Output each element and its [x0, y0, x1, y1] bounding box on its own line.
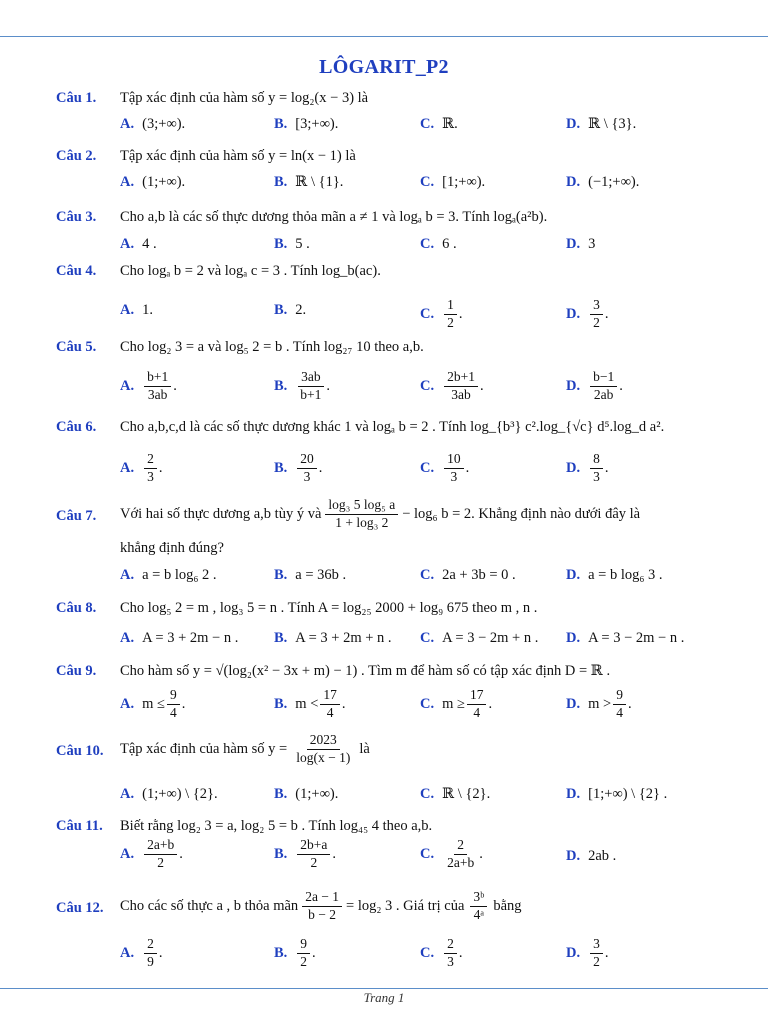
option-a[interactable]: A. 4 . [120, 236, 157, 252]
fraction: $\frac{1}{2}$ [444, 298, 457, 331]
question-number: Câu 1. [56, 90, 97, 106]
option-d[interactable]: D. a = b log₆ 3 . [566, 567, 663, 583]
fraction: $\frac{10}{3}$ [444, 452, 464, 485]
question-number: Câu 10. [56, 743, 104, 759]
question-9-options [0, 688, 768, 728]
question-stem: Cho a,b,c,d là các số thực dương khác 1 và logₐ b = 2 . Tính log_{b³} c².log_{√c} d⁵.log_d a². [120, 419, 665, 435]
option-c[interactable]: C. m ≥ $\frac{17}{4}$ . [420, 687, 493, 720]
question-7-options [0, 567, 768, 589]
fraction: $\frac{9}{4}$ [167, 688, 180, 721]
question-number: Câu 5. [56, 339, 97, 355]
fraction: $\frac{8}{3}$ [590, 452, 603, 485]
question-4-options [0, 298, 768, 328]
fraction: $\frac{3}{2}$ [590, 298, 603, 331]
fraction: $\frac{2023}{\log(x - 1)}$ [296, 732, 351, 765]
fraction: $\frac{2}{9}$ [144, 937, 157, 970]
fraction: $\frac{17}{4}$ [320, 688, 340, 721]
option-b[interactable]: B. $\frac{3ab}{b+1}$ . [274, 369, 331, 402]
option-b[interactable]: B. $\frac{9}{2}$ . [274, 936, 316, 969]
option-c[interactable]: C. 2a + 3b = 0 . [420, 567, 516, 583]
page-footer: Trang 1 [363, 990, 405, 1005]
question-stem: Với hai số thực dương a,b tùy ý và $\frac{\text{log₃ 5 log₅ a}}{\text{1 + log₃ 2}}$ − log₆ b = 2. Khẳng định nào dưới đây là [120, 497, 641, 530]
fraction: $\frac{b-1}{2ab}$ [590, 370, 617, 403]
question-9 [0, 663, 768, 685]
option-d[interactable]: D. A = 3 − 2m − n . [566, 630, 685, 646]
question-12-options [0, 937, 768, 977]
question-number: Câu 9. [56, 663, 97, 679]
option-a[interactable]: A. $\frac{2}{9}$ . [120, 936, 163, 969]
option-d[interactable]: D. $\frac{3}{2}$ . [566, 297, 609, 330]
option-d[interactable]: D. [1;+∞) \ {2} . [566, 786, 668, 802]
question-number: Câu 12. [56, 900, 104, 916]
fraction: $\frac{17}{4}$ [467, 688, 487, 721]
question-8 [0, 600, 768, 622]
option-b[interactable]: B. $\frac{20}{3}$ . [274, 451, 323, 484]
fraction: $\frac{3ab}{b+1}$ [297, 370, 324, 403]
question-3 [0, 209, 768, 231]
option-c[interactable]: C. $\frac{2b+1}{3ab}$ . [420, 369, 484, 402]
question-5-options [0, 370, 768, 410]
option-d[interactable]: D. 3 [566, 236, 596, 252]
question-number: Câu 2. [56, 148, 97, 164]
question-5 [0, 339, 768, 361]
fraction: $\frac{\text{log₃ 5 log₅ a}}{\text{1 + log₃ 2}}$ [325, 498, 398, 531]
fraction: $\frac{9}{2}$ [297, 937, 310, 970]
option-a[interactable]: A. A = 3 + 2m − n . [120, 630, 239, 646]
option-b[interactable]: B. m < $\frac{17}{4}$ . [274, 687, 346, 720]
page-title: LÔGARIT_P2 [319, 56, 449, 78]
question-11-options [0, 838, 768, 878]
question-number: Câu 11. [56, 818, 103, 834]
option-a[interactable]: A. $\frac{2}{3}$ . [120, 451, 163, 484]
option-b[interactable]: B. (1;+∞). [274, 786, 339, 802]
question-stem: Cho các số thực a , b thỏa mãn $\frac{2a - 1}{b - 2}$ = log₂ 3 . Giá trị của $\frac{\text{3ᵇ}}{\text{4ᵃ}}$ bằng [120, 889, 522, 922]
option-b[interactable]: B. 5 . [274, 236, 310, 252]
fraction: $\frac{2b+1}{3ab}$ [444, 370, 478, 403]
question-stem: Tập xác định của hàm số y = ln(x − 1) là [120, 148, 356, 164]
option-d[interactable]: D. $\frac{b-1}{2ab}$ . [566, 369, 623, 402]
option-d[interactable]: D. ℝ \ {3}. [566, 116, 637, 132]
question-10-options [0, 786, 768, 808]
fraction: $\frac{2a - 1}{b - 2}$ [302, 890, 342, 923]
option-d[interactable]: D. $\frac{8}{3}$ . [566, 451, 609, 484]
option-b[interactable]: B. A = 3 + 2m + n . [274, 630, 392, 646]
question-stem: Tập xác định của hàm số y = $\frac{2023}{\log(x - 1)}$ là [120, 732, 370, 765]
option-a[interactable]: A. (1;+∞) \ {2}. [120, 786, 218, 802]
header-rule [0, 36, 768, 37]
option-a[interactable]: A. (1;+∞). [120, 174, 186, 190]
question-7 [0, 498, 768, 538]
question-6-options [0, 452, 768, 492]
question-stem: Cho hàm số y = √(log₂(x² − 3x + m) − 1) . Tìm m để hàm số có tập xác định D = ℝ . [120, 663, 611, 679]
question-3-options [0, 236, 768, 258]
option-c[interactable]: C. $\frac{2}{2a+b}$ . [420, 837, 483, 870]
question-12 [0, 890, 768, 930]
question-stem: Cho a,b là các số thực dương thỏa mãn a ≠ 1 và logₐ b = 3. Tính logₐ(a²b). [120, 209, 548, 225]
option-c[interactable]: C. 6 . [420, 236, 457, 252]
question-number: Câu 3. [56, 209, 97, 225]
question-1 [0, 90, 768, 112]
question-4 [0, 263, 768, 285]
fraction: $\frac{3}{2}$ [590, 937, 603, 970]
option-c[interactable]: C. A = 3 − 2m + n . [420, 630, 539, 646]
option-c[interactable]: C. $\frac{2}{3}$ . [420, 936, 463, 969]
fraction: $\frac{\text{3ᵇ}}{\text{4ᵃ}}$ [470, 890, 487, 923]
question-number: Câu 6. [56, 419, 97, 435]
fraction: $\frac{2b+a}{2}$ [297, 838, 330, 871]
option-b[interactable]: B. a = 36b . [274, 567, 347, 583]
option-d[interactable]: D. $\frac{3}{2}$ . [566, 936, 609, 969]
question-stem: Cho log₅ 2 = m , log₃ 5 = n . Tính A = log₂₅ 2000 + log₉ 675 theo m , n . [120, 600, 538, 616]
option-c[interactable]: C. $\frac{10}{3}$ . [420, 451, 470, 484]
question-1-options [0, 116, 768, 138]
option-a[interactable]: A. m ≤ $\frac{9}{4}$ . [120, 687, 186, 720]
question-10 [0, 733, 768, 773]
option-b[interactable]: B. 2. [274, 302, 307, 318]
question-number: Câu 8. [56, 600, 97, 616]
option-a[interactable]: A. $\frac{b+1}{3ab}$ . [120, 369, 177, 402]
question-number: Câu 7. [56, 508, 97, 524]
question-11 [0, 818, 768, 840]
option-a[interactable]: A. $\frac{2a+b}{2}$ . [120, 837, 183, 870]
option-c[interactable]: C. ℝ \ {2}. [420, 786, 491, 802]
option-d[interactable]: D. m > $\frac{9}{4}$ . [566, 687, 632, 720]
question-stem: Biết rằng log₂ 3 = a, log₂ 5 = b . Tính log₄₅ 4 theo a,b. [120, 818, 433, 834]
option-d[interactable]: D. (−1;+∞). [566, 174, 640, 190]
question-stem: Cho logₐ b = 2 và logₐ c = 3 . Tính log_b(ac). [120, 263, 381, 279]
question-6 [0, 419, 768, 441]
option-c[interactable]: C. [1;+∞). [420, 174, 486, 190]
option-a[interactable]: A. (3;+∞). [120, 116, 186, 132]
question-stem-continued: khẳng định đúng? [120, 540, 224, 556]
option-c[interactable]: C. ℝ. [420, 116, 458, 132]
question-stem: Tập xác định của hàm số y = log₂(x − 3) là [120, 90, 369, 106]
question-2 [0, 148, 768, 170]
fraction: $\frac{2}{2a+b}$ [447, 837, 475, 870]
fraction: $\frac{20}{3}$ [297, 452, 317, 485]
question-2-options [0, 174, 768, 196]
fraction: $\frac{b+1}{3ab}$ [144, 370, 171, 403]
option-d[interactable]: D. 2ab . [566, 848, 617, 864]
question-stem: Cho log₂ 3 = a và log₅ 2 = b . Tính log₂₇ 10 theo a,b. [120, 339, 424, 355]
option-b[interactable]: B. ℝ \ {1}. [274, 174, 344, 190]
option-b[interactable]: B. [3;+∞). [274, 116, 339, 132]
fraction: $\frac{2}{3}$ [444, 937, 457, 970]
option-a[interactable]: A. 1. [120, 302, 153, 318]
fraction: $\frac{9}{4}$ [613, 688, 626, 721]
option-b[interactable]: B. $\frac{2b+a}{2}$ . [274, 837, 337, 870]
option-c[interactable]: C. $\frac{1}{2}$ . [420, 297, 463, 330]
question-8-options [0, 630, 768, 652]
fraction: $\frac{2a+b}{2}$ [144, 838, 177, 871]
option-a[interactable]: A. a = b log₆ 2 . [120, 567, 217, 583]
fraction: $\frac{2}{3}$ [144, 452, 157, 485]
footer-rule [0, 988, 768, 989]
question-number: Câu 4. [56, 263, 97, 279]
